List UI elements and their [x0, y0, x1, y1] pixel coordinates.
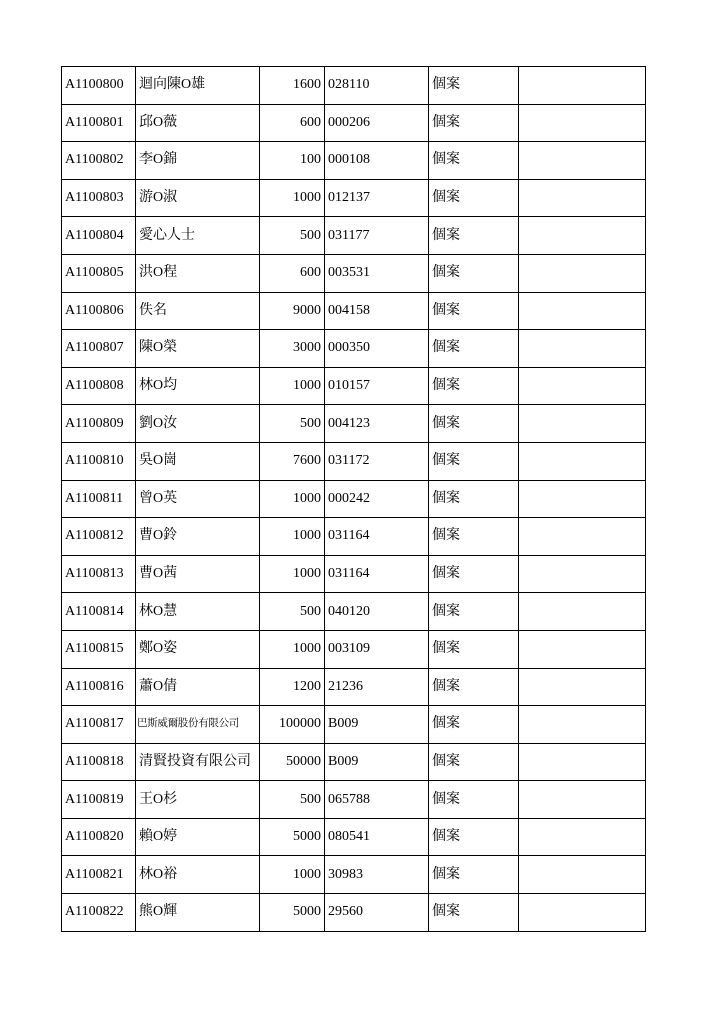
donor-name-cell: 巴斯威爾股份有限公司 — [136, 706, 260, 744]
receipt-no-cell: 003109 — [325, 630, 429, 668]
type-cell: 個案 — [429, 593, 519, 631]
note-cell — [519, 330, 646, 368]
receipt-no-cell: 000206 — [325, 104, 429, 142]
amount-cell: 1000 — [260, 480, 325, 518]
amount-cell: 100000 — [260, 706, 325, 744]
receipt-no-cell: 003531 — [325, 254, 429, 292]
type-cell: 個案 — [429, 706, 519, 744]
amount-cell: 500 — [260, 781, 325, 819]
note-cell — [519, 254, 646, 292]
record-id-cell: A1100821 — [62, 856, 136, 894]
receipt-no-cell: 031177 — [325, 217, 429, 255]
amount-cell: 600 — [260, 254, 325, 292]
donor-name-cell: 賴O婷 — [136, 818, 260, 856]
receipt-no-cell: 000242 — [325, 480, 429, 518]
receipt-no-cell: 028110 — [325, 67, 429, 105]
record-id-cell: A1100813 — [62, 555, 136, 593]
note-cell — [519, 405, 646, 443]
record-id-cell: A1100806 — [62, 292, 136, 330]
type-cell: 個案 — [429, 743, 519, 781]
record-id-cell: A1100807 — [62, 330, 136, 368]
type-cell: 個案 — [429, 254, 519, 292]
record-id-cell: A1100822 — [62, 894, 136, 932]
donor-name-cell: 曹O茜 — [136, 555, 260, 593]
type-cell: 個案 — [429, 442, 519, 480]
amount-cell: 1000 — [260, 630, 325, 668]
donor-name-cell: 林O慧 — [136, 593, 260, 631]
note-cell — [519, 142, 646, 180]
table-row — [62, 179, 646, 217]
amount-cell: 1200 — [260, 668, 325, 706]
type-cell: 個案 — [429, 367, 519, 405]
amount-cell: 1000 — [260, 856, 325, 894]
receipt-no-cell: 031164 — [325, 518, 429, 556]
donor-name-cell: 熊O輝 — [136, 894, 260, 932]
type-cell: 個案 — [429, 894, 519, 932]
type-cell: 個案 — [429, 217, 519, 255]
donor-name-cell: 林O裕 — [136, 856, 260, 894]
receipt-no-cell: 004158 — [325, 292, 429, 330]
table-row — [62, 593, 646, 631]
donor-name-cell: 曾O英 — [136, 480, 260, 518]
type-cell: 個案 — [429, 781, 519, 819]
type-cell: 個案 — [429, 518, 519, 556]
donor-name-cell: 李O錦 — [136, 142, 260, 180]
note-cell — [519, 818, 646, 856]
table-row — [62, 405, 646, 443]
donor-name-cell: 曹O鈴 — [136, 518, 260, 556]
type-cell: 個案 — [429, 104, 519, 142]
receipt-no-cell: 29560 — [325, 894, 429, 932]
amount-cell: 5000 — [260, 894, 325, 932]
receipt-no-cell: 012137 — [325, 179, 429, 217]
note-cell — [519, 593, 646, 631]
table-row — [62, 518, 646, 556]
type-cell: 個案 — [429, 67, 519, 105]
note-cell — [519, 555, 646, 593]
table-body — [62, 67, 646, 932]
note-cell — [519, 894, 646, 932]
table-row — [62, 555, 646, 593]
table-row — [62, 894, 646, 932]
donor-name-cell: 愛心人士 — [136, 217, 260, 255]
note-cell — [519, 442, 646, 480]
table-row — [62, 330, 646, 368]
amount-cell: 600 — [260, 104, 325, 142]
receipt-no-cell: 004123 — [325, 405, 429, 443]
donor-name-cell: 鄭O姿 — [136, 630, 260, 668]
donation-table — [61, 66, 646, 932]
table-row — [62, 706, 646, 744]
donor-name-cell: 游O淑 — [136, 179, 260, 217]
amount-cell: 1000 — [260, 518, 325, 556]
note-cell — [519, 856, 646, 894]
donor-name-cell: 林O均 — [136, 367, 260, 405]
type-cell: 個案 — [429, 555, 519, 593]
note-cell — [519, 217, 646, 255]
record-id-cell: A1100812 — [62, 518, 136, 556]
table-row — [62, 781, 646, 819]
donor-name-cell: 迴向陳O雄 — [136, 67, 260, 105]
type-cell: 個案 — [429, 405, 519, 443]
record-id-cell: A1100811 — [62, 480, 136, 518]
table-row — [62, 480, 646, 518]
record-id-cell: A1100803 — [62, 179, 136, 217]
record-id-cell: A1100808 — [62, 367, 136, 405]
type-cell: 個案 — [429, 668, 519, 706]
type-cell: 個案 — [429, 330, 519, 368]
note-cell — [519, 292, 646, 330]
table-row — [62, 292, 646, 330]
receipt-no-cell: 031164 — [325, 555, 429, 593]
donor-name-cell: 洪O程 — [136, 254, 260, 292]
amount-cell: 50000 — [260, 743, 325, 781]
amount-cell: 3000 — [260, 330, 325, 368]
type-cell: 個案 — [429, 856, 519, 894]
record-id-cell: A1100802 — [62, 142, 136, 180]
table-row — [62, 67, 646, 105]
table-row — [62, 367, 646, 405]
table-row — [62, 142, 646, 180]
type-cell: 個案 — [429, 142, 519, 180]
amount-cell: 500 — [260, 405, 325, 443]
donor-name-cell: 清賢投資有限公司 — [136, 743, 260, 781]
note-cell — [519, 179, 646, 217]
record-id-cell: A1100815 — [62, 630, 136, 668]
table-row — [62, 630, 646, 668]
record-id-cell: A1100810 — [62, 442, 136, 480]
type-cell: 個案 — [429, 630, 519, 668]
record-id-cell: A1100816 — [62, 668, 136, 706]
amount-cell: 1600 — [260, 67, 325, 105]
donor-name-cell: 劉O汝 — [136, 405, 260, 443]
table-row — [62, 442, 646, 480]
receipt-no-cell: 031172 — [325, 442, 429, 480]
receipt-no-cell: B009 — [325, 706, 429, 744]
amount-cell: 100 — [260, 142, 325, 180]
table-row — [62, 743, 646, 781]
note-cell — [519, 104, 646, 142]
amount-cell: 7600 — [260, 442, 325, 480]
record-id-cell: A1100809 — [62, 405, 136, 443]
table-row — [62, 856, 646, 894]
table-row — [62, 818, 646, 856]
receipt-no-cell: 000350 — [325, 330, 429, 368]
table-row — [62, 217, 646, 255]
note-cell — [519, 781, 646, 819]
amount-cell: 500 — [260, 217, 325, 255]
record-id-cell: A1100814 — [62, 593, 136, 631]
record-id-cell: A1100801 — [62, 104, 136, 142]
donor-name-cell: 吳O崗 — [136, 442, 260, 480]
record-id-cell: A1100805 — [62, 254, 136, 292]
note-cell — [519, 67, 646, 105]
receipt-no-cell: 040120 — [325, 593, 429, 631]
note-cell — [519, 668, 646, 706]
record-id-cell: A1100820 — [62, 818, 136, 856]
record-id-cell: A1100819 — [62, 781, 136, 819]
donor-name-cell: 王O杉 — [136, 781, 260, 819]
note-cell — [519, 706, 646, 744]
amount-cell: 5000 — [260, 818, 325, 856]
table-row — [62, 104, 646, 142]
table-row — [62, 254, 646, 292]
donor-name-cell: 陳O榮 — [136, 330, 260, 368]
receipt-no-cell: 000108 — [325, 142, 429, 180]
amount-cell: 500 — [260, 593, 325, 631]
receipt-no-cell: 30983 — [325, 856, 429, 894]
note-cell — [519, 480, 646, 518]
note-cell — [519, 743, 646, 781]
receipt-no-cell: 21236 — [325, 668, 429, 706]
donor-name-cell: 蕭O倩 — [136, 668, 260, 706]
receipt-no-cell: 080541 — [325, 818, 429, 856]
type-cell: 個案 — [429, 480, 519, 518]
note-cell — [519, 518, 646, 556]
receipt-no-cell: B009 — [325, 743, 429, 781]
record-id-cell: A1100818 — [62, 743, 136, 781]
amount-cell: 1000 — [260, 367, 325, 405]
record-id-cell: A1100804 — [62, 217, 136, 255]
receipt-no-cell: 065788 — [325, 781, 429, 819]
type-cell: 個案 — [429, 292, 519, 330]
table-row — [62, 668, 646, 706]
type-cell: 個案 — [429, 179, 519, 217]
donor-name-cell: 佚名 — [136, 292, 260, 330]
record-id-cell: A1100817 — [62, 706, 136, 744]
record-id-cell: A1100800 — [62, 67, 136, 105]
amount-cell: 1000 — [260, 179, 325, 217]
note-cell — [519, 367, 646, 405]
donor-name-cell: 邱O薇 — [136, 104, 260, 142]
amount-cell: 9000 — [260, 292, 325, 330]
receipt-no-cell: 010157 — [325, 367, 429, 405]
type-cell: 個案 — [429, 818, 519, 856]
note-cell — [519, 630, 646, 668]
amount-cell: 1000 — [260, 555, 325, 593]
